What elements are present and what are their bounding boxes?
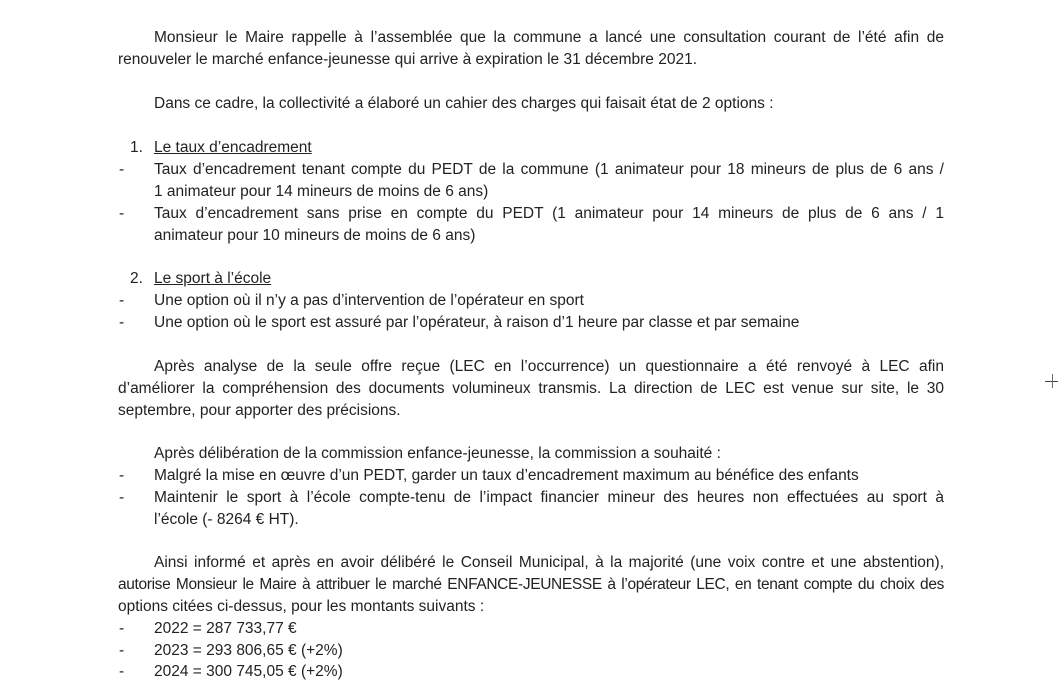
section-1-bullet-2-line-1: Taux d’encadrement sans prise en compte du PEDT (1 animateur pour 14 mineurs de plus de 6 ans / 1 (154, 205, 944, 222)
section-2-bullet-1: Une option où il n’y a pas d’intervention de l’opérateur en sport (154, 292, 584, 309)
bullet-dash: - (119, 292, 125, 309)
amount-2024: 2024 = 300 745,05 € (+2%) (154, 663, 343, 680)
section-1-bullet-2-line-2: animateur pour 10 mineurs de moins de 6 ans) (154, 227, 476, 244)
paragraph-intro-line-2: renouveler le marché enfance-jeunesse qui arrive à expiration le 31 décembre 2021. (118, 51, 698, 68)
amount-2023: 2023 = 293 806,65 € (+2%) (154, 642, 343, 659)
paragraph-analysis-line-2: d’améliorer la compréhension des documents volumineux transmis. La direction de LEC est venue sur site, le 30 (118, 380, 944, 397)
amount-2022: 2022 = 287 733,77 € (154, 620, 297, 637)
paragraph-decision-line-2: autorise Monsieur le Maire à attribuer le marché ENFANCE-JEUNESSE à l’opérateur LEC, en tenant compte du choix des (118, 576, 944, 593)
commission-bullet-1: Malgré la mise en œuvre d’un PEDT, garder un taux d’encadrement maximum au bénéfice des enfants (154, 467, 859, 484)
section-2-number: 2. (130, 270, 143, 287)
section-1-bullet-1-line-1: Taux d’encadrement tenant compte du PEDT de la commune (1 animateur pour 18 mineurs de plus de 6 ans / (154, 161, 944, 178)
paragraph-decision-line-3: options citées ci-dessus, pour les montants suivants : (118, 598, 485, 615)
bullet-dash: - (119, 620, 125, 637)
bullet-dash: - (119, 467, 125, 484)
paragraph-commission-intro: Après délibération de la commission enfance-jeunesse, la commission a souhaité : (154, 445, 721, 462)
bullet-dash: - (119, 663, 125, 680)
section-1-number: 1. (130, 139, 143, 156)
section-1-bullet-1-line-2: 1 animateur pour 14 mineurs de moins de 6 ans) (154, 183, 489, 200)
commission-bullet-2-line-1: Maintenir le sport à l’école compte-tenu de l’impact financier mineur des heures non effectuées au sport à (154, 489, 944, 506)
paragraph-intro-line-1: Monsieur le Maire rappelle à l’assemblée que la commune a lancé une consultation courant de l’été afin de (154, 29, 944, 46)
paragraph-decision-line-1: Ainsi informé et après en avoir délibéré le Conseil Municipal, à la majorité (une voix contre et une abstention), (154, 554, 944, 571)
section-2-title: Le sport à l’école (154, 270, 272, 287)
bullet-dash: - (119, 489, 125, 506)
paragraph-options-intro: Dans ce cadre, la collectivité a élaboré un cahier des charges qui faisait état de 2 options : (154, 95, 774, 112)
section-1-title: Le taux d’encadrement (154, 139, 312, 156)
bullet-dash: - (119, 161, 125, 178)
bullet-dash: - (119, 642, 125, 659)
bullet-dash: - (119, 314, 125, 331)
commission-bullet-2-line-2: l’école (- 8264 € HT). (154, 511, 299, 528)
section-2-bullet-2: Une option où le sport est assuré par l’opérateur, à raison d’1 heure par classe et par semaine (154, 314, 800, 331)
bullet-dash: - (119, 205, 125, 222)
margin-tick-mark-vertical (1052, 374, 1053, 388)
paragraph-analysis-line-3: septembre, pour apporter des précisions. (118, 402, 401, 419)
paragraph-analysis-line-1: Après analyse de la seule offre reçue (LEC en l’occurrence) un questionnaire a été renvoyé à LEC afin (154, 358, 944, 375)
